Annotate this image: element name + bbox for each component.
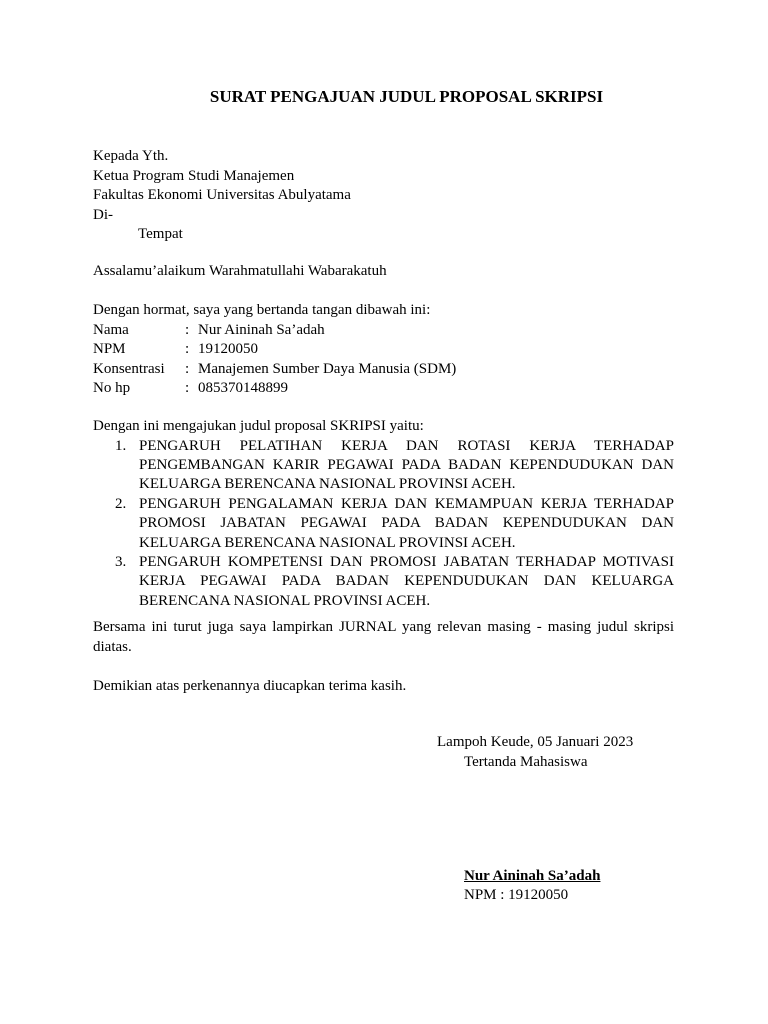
identity-label: Konsentrasi	[93, 360, 165, 377]
recipient-place: Tempat	[138, 226, 183, 242]
identity-row	[93, 360, 456, 380]
proposal-intro: Dengan ini mengajukan judul proposal SKRIPSI yaitu:	[93, 418, 424, 434]
identity-row	[93, 321, 456, 341]
identity-value: 085370148899	[198, 380, 288, 396]
identity-block	[93, 301, 456, 399]
recipient-line: Di-	[93, 206, 113, 223]
identity-colon: :	[185, 321, 190, 338]
signature-role: Tertanda Mahasiswa	[464, 754, 588, 770]
identity-label: Nama	[93, 321, 129, 338]
item-text: PENGARUH KOMPETENSI DAN PROMOSI JABATAN TERHADAP MOTIVASI KERJA PEGAWAI PADA BADAN KEPENDUDUKAN DAN KELUARGA BERENCANA NASIONAL PROVINSI ACEH.	[139, 553, 674, 609]
recipient-line: Ketua Program Studi Manajemen	[93, 167, 295, 184]
recipient-line: Fakultas Ekonomi Universitas Abulyatama	[93, 187, 351, 203]
proposal-title-item	[93, 495, 674, 553]
item-number: 3.	[115, 553, 127, 570]
greeting: Assalamu’alaikum Warahmatullahi Wabarakatuh	[93, 263, 387, 279]
identity-row	[93, 340, 456, 360]
identity-value: 19120050	[198, 341, 258, 357]
identity-intro: Dengan hormat, saya yang bertanda tangan dibawah ini:	[93, 302, 431, 318]
proposal-title-item	[93, 437, 674, 495]
recipient-line: Kepada Yth.	[93, 148, 169, 164]
signature-place-date: Lampoh Keude, 05 Januari 2023	[437, 734, 634, 750]
identity-value: Manajemen Sumber Daya Manusia (SDM)	[198, 360, 457, 377]
identity-colon: :	[185, 341, 190, 357]
identity-label: NPM	[93, 341, 126, 357]
proposal-title-list	[93, 437, 674, 612]
item-number: 1.	[115, 437, 127, 454]
identity-colon: :	[185, 380, 190, 396]
attachment-paragraph: Bersama ini turut juga saya lampirkan JURNAL yang relevan masing - masing judul skripsi diatas.	[93, 619, 674, 655]
item-number: 2.	[115, 495, 127, 512]
recipient-block	[93, 147, 351, 245]
closing-paragraph: Demikian atas perkenannya diucapkan terima kasih.	[93, 678, 407, 694]
item-text: PENGARUH PELATIHAN KERJA DAN ROTASI KERJA TERHADAP PENGEMBANGAN KARIR PEGAWAI PADA BADAN KEPENDUDUKAN DAN KELUARGA BERENCANA NASIONAL PROVINSI ACEH.	[139, 437, 674, 493]
identity-label: No hp	[93, 380, 131, 396]
identity-row	[93, 379, 456, 399]
proposal-title-item	[93, 553, 674, 611]
letter-title: SURAT PENGAJUAN JUDUL PROPOSAL SKRIPSI	[209, 87, 604, 106]
identity-value: Nur Aininah Sa’adah	[198, 321, 325, 338]
signer-npm: NPM : 19120050	[464, 887, 569, 903]
signer-name: Nur Aininah Sa’adah	[464, 868, 601, 884]
item-text: PENGARUH PENGALAMAN KERJA DAN KEMAMPUAN KERJA TERHADAP PROMOSI JABATAN PEGAWAI PADA BADAN KEPENDUDUKAN DAN KELUARGA BERENCANA NASIONAL PROVINSI ACEH.	[139, 495, 674, 551]
proposal-section	[93, 417, 674, 611]
identity-colon: :	[185, 360, 190, 377]
